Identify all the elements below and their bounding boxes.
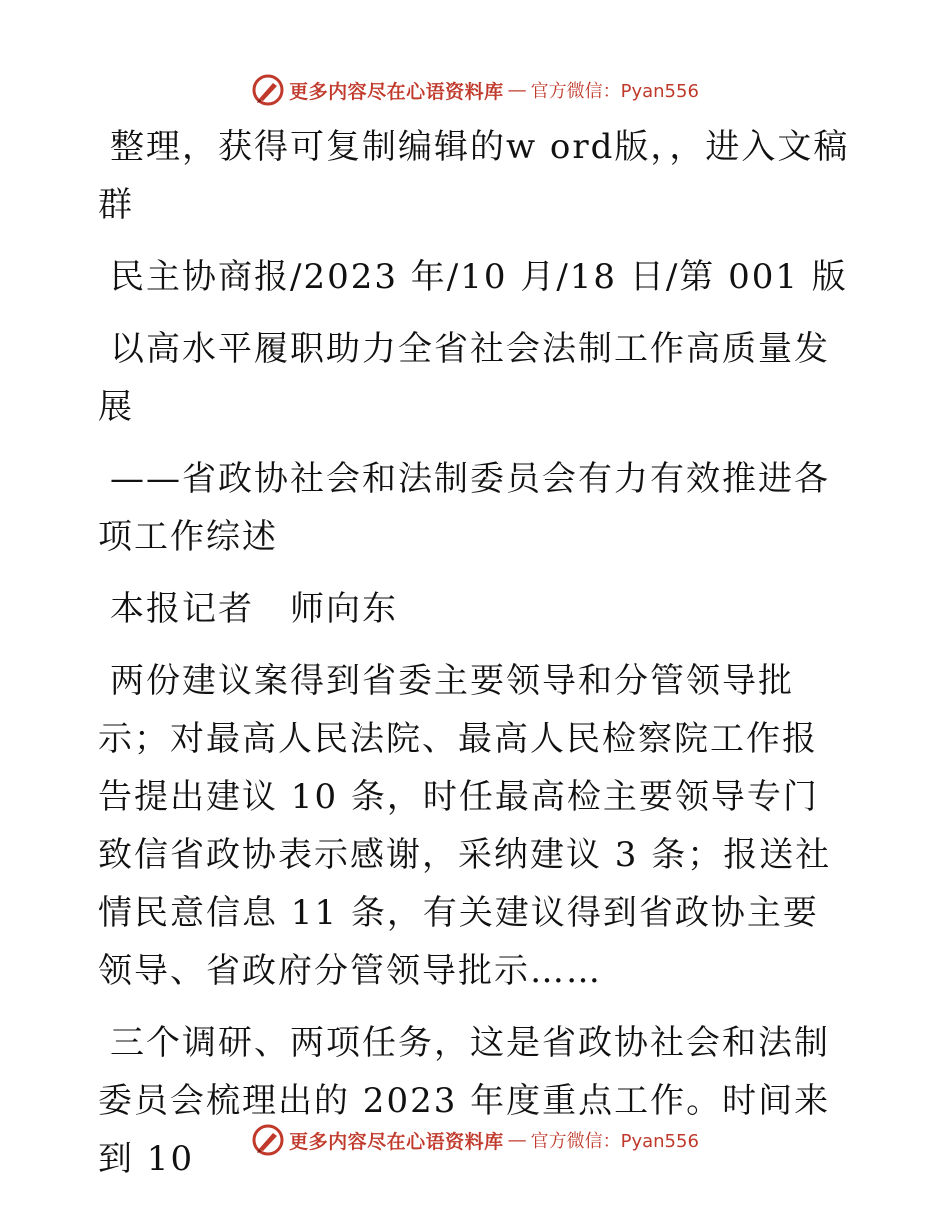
paragraph-source: 民主协商报/2023 年/10 月/18 日/第 001 版 [110, 257, 848, 297]
pen-logo-icon [251, 1123, 285, 1157]
article-title: 以高水平履职助力全省社会法制工作高质量发展 [98, 329, 830, 427]
banner-title: 更多内容尽在心语资料库 [289, 1130, 504, 1153]
article-subtitle: ——省政协社会和法制委员会有力有效推进各项工作综述 [98, 459, 830, 557]
header-banner [0, 70, 950, 110]
paragraph-intro: 整理，获得可复制编辑的w ord版，，进入文稿群 [98, 127, 850, 225]
paragraph-body-2: 三个调研、两项任务，这是省政协社会和法制委员会梳理出的 2023 年度重点工作。时间来到 10 [98, 1023, 831, 1179]
banner-wechat: 官方微信：Pyan556 [530, 1131, 699, 1152]
paragraph-body-1: 两份建议案得到省委主要领导和分管领导批示；对最高人民法院、最高人民检察院工作报告提出建议 10 条，时任最高检主要领导专门致信省政协表示感谢，采纳建议 3 条；报送社情民意信息 11 条，有关建议得到省政协主要领导、省政府分管领导批示…… [98, 661, 832, 991]
document-body [98, 118, 853, 1202]
banner-title: 更多内容尽在心语资料库 [289, 80, 504, 103]
pen-logo-icon [251, 73, 285, 107]
footer-banner [0, 1120, 950, 1160]
article-byline: 本报记者 师向东 [110, 589, 398, 629]
banner-separator: — [507, 1129, 527, 1151]
banner-wechat: 官方微信：Pyan556 [530, 81, 699, 102]
banner-separator: — [507, 79, 527, 101]
